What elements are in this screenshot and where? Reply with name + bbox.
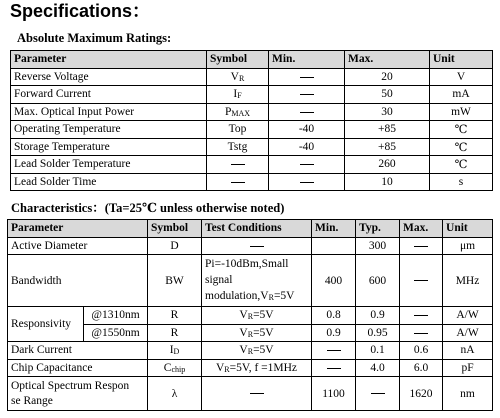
abs-param: Forward Current xyxy=(11,86,207,104)
abs-max: 50 xyxy=(345,86,430,104)
bandwidth-typ: 600 xyxy=(356,255,400,307)
abs-unit: s xyxy=(430,173,493,191)
char-header-max: Max. xyxy=(400,220,443,238)
dash-icon xyxy=(327,368,341,369)
abs-header-max: Max. xyxy=(345,51,430,69)
sym-main: V xyxy=(230,70,239,83)
char-row-optical-spectrum xyxy=(8,377,493,411)
chip-capacitance-param: Chip Capacitance xyxy=(8,359,148,377)
active-diameter-min xyxy=(312,237,356,255)
abs-param: Storage Temperature xyxy=(11,138,207,156)
optical-spectrum-max: 1620 xyxy=(400,377,443,411)
responsivity-conditions-1550 xyxy=(202,324,312,342)
abs-row xyxy=(11,103,493,121)
abs-unit: mW xyxy=(430,103,493,121)
sym-main: I xyxy=(233,88,238,101)
characteristics-heading: Characteristics：(Ta=25℃ unless otherwise noted) xyxy=(11,201,285,215)
dark-current-min xyxy=(312,342,356,360)
sym-main: C xyxy=(163,361,172,374)
optical-spectrum-min: 1100 xyxy=(312,377,356,411)
dash-icon xyxy=(327,350,341,351)
abs-min xyxy=(269,86,345,104)
abs-min xyxy=(269,156,345,174)
chip-capacitance-typ: 4.0 xyxy=(356,359,400,377)
responsivity-typ-1310: 0.9 xyxy=(356,307,400,325)
cond-sub: R xyxy=(247,329,254,339)
dash-icon xyxy=(231,164,245,165)
active-diameter-conditions xyxy=(202,237,312,255)
sym-sub: D xyxy=(173,347,180,357)
dark-current-unit: nA xyxy=(443,342,493,360)
page-title: Specifications： xyxy=(10,1,151,21)
char-header-typ: Typ. xyxy=(356,220,400,238)
cond-a: V xyxy=(239,326,248,339)
abs-max: +85 xyxy=(345,121,430,139)
char-header-parameter: Parameter xyxy=(8,220,148,238)
responsivity-wl-1550: @1550nm xyxy=(84,324,148,342)
sym-sub: chip xyxy=(171,364,186,374)
dash-icon xyxy=(414,315,428,316)
chip-capacitance-unit: pF xyxy=(443,359,493,377)
abs-row xyxy=(11,68,493,86)
dash-icon xyxy=(250,393,264,394)
char-header-symbol: Symbol xyxy=(148,220,202,238)
chip-capacitance-max: 6.0 xyxy=(400,359,443,377)
sym-sub: R xyxy=(238,73,245,83)
char-row-chip-capacitance xyxy=(8,359,493,377)
abs-param: Operating Temperature xyxy=(11,121,207,139)
abs-min: -40 xyxy=(269,138,345,156)
abs-symbol xyxy=(207,86,269,104)
sym-main: Tstg xyxy=(227,140,248,153)
active-diameter-max xyxy=(400,237,443,255)
abs-row xyxy=(11,156,493,174)
dash-icon xyxy=(414,246,428,247)
optical-spectrum-param-line1: Optical Spectrum Respon xyxy=(11,379,130,392)
responsivity-max-1550 xyxy=(400,324,443,342)
char-row-responsivity-1310 xyxy=(8,307,493,325)
cond-b: =5V xyxy=(253,309,274,322)
dash-icon xyxy=(371,393,385,394)
abs-symbol xyxy=(207,138,269,156)
abs-param: Reverse Voltage xyxy=(11,68,207,86)
dash-icon xyxy=(300,112,314,113)
char-header-min: Min. xyxy=(312,220,356,238)
char-row-bandwidth xyxy=(8,255,493,307)
responsivity-wl-1310: @1310nm xyxy=(84,307,148,325)
abs-unit: V xyxy=(430,68,493,86)
responsivity-conditions-1310 xyxy=(202,307,312,325)
active-diameter-unit: μm xyxy=(443,237,493,255)
char-header-unit: Unit xyxy=(443,220,493,238)
bandwidth-conditions xyxy=(202,255,312,307)
bandwidth-cond-sub: R xyxy=(268,292,274,302)
active-diameter-symbol: D xyxy=(148,237,202,255)
abs-header-unit: Unit xyxy=(430,51,493,69)
abs-unit: ℃ xyxy=(430,156,493,174)
dash-icon xyxy=(250,246,264,247)
chip-capacitance-conditions xyxy=(202,359,312,377)
dash-icon xyxy=(300,94,314,95)
abs-param: Max. Optical Input Power xyxy=(11,103,207,121)
sym-main: Top xyxy=(228,123,247,136)
abs-param: Lead Solder Time xyxy=(11,173,207,191)
abs-row xyxy=(11,121,493,139)
char-row-active-diameter xyxy=(8,237,493,255)
responsivity-symbol-1310: R xyxy=(148,307,202,325)
abs-max: 260 xyxy=(345,156,430,174)
responsivity-min-1310: 0.8 xyxy=(312,307,356,325)
dash-icon xyxy=(300,77,314,78)
responsivity-max-1310 xyxy=(400,307,443,325)
sym-main: P xyxy=(224,105,232,118)
dash-icon xyxy=(300,164,314,165)
bandwidth-max xyxy=(400,255,443,307)
abs-max: 10 xyxy=(345,173,430,191)
dark-current-max: 0.6 xyxy=(400,342,443,360)
responsivity-symbol-1550: R xyxy=(148,324,202,342)
abs-unit: ℃ xyxy=(430,138,493,156)
optical-spectrum-typ xyxy=(356,377,400,411)
dark-current-typ: 0.1 xyxy=(356,342,400,360)
bandwidth-min: 400 xyxy=(312,255,356,307)
bandwidth-param: Bandwidth xyxy=(8,255,148,307)
abs-param: Lead Solder Temperature xyxy=(11,156,207,174)
abs-symbol xyxy=(207,103,269,121)
bandwidth-symbol: BW xyxy=(148,255,202,307)
abs-symbol xyxy=(207,68,269,86)
chip-capacitance-min xyxy=(312,359,356,377)
abs-max: +85 xyxy=(345,138,430,156)
bandwidth-cond-line3 xyxy=(205,288,308,306)
bandwidth-cond-line1: Pi=-10dBm,Small xyxy=(205,257,289,270)
optical-spectrum-param xyxy=(8,377,148,411)
active-diameter-typ: 300 xyxy=(356,237,400,255)
abs-header-row xyxy=(11,51,493,69)
abs-row xyxy=(11,173,493,191)
abs-header-min: Min. xyxy=(269,51,345,69)
responsivity-unit-1310: A/W xyxy=(443,307,493,325)
abs-row xyxy=(11,86,493,104)
abs-header-parameter: Parameter xyxy=(11,51,207,69)
optical-spectrum-param-line2: se Range xyxy=(11,394,53,407)
dash-icon xyxy=(414,280,428,281)
cond-sub: R xyxy=(224,364,230,374)
abs-min xyxy=(269,103,345,121)
abs-unit: ℃ xyxy=(430,121,493,139)
abs-header-symbol: Symbol xyxy=(207,51,269,69)
cond-a: V xyxy=(239,309,248,322)
abs-symbol xyxy=(207,173,269,191)
cond-sub: R xyxy=(247,312,254,322)
abs-max-table xyxy=(10,50,493,191)
cond-b: =5V xyxy=(253,344,274,357)
cond-sub: R xyxy=(247,347,254,357)
active-diameter-param: Active Diameter xyxy=(8,237,148,255)
abs-max-heading: Absolute Maximum Ratings: xyxy=(17,31,172,45)
responsivity-min-1550: 0.9 xyxy=(312,324,356,342)
cond-a: V xyxy=(215,361,225,374)
sym-sub: F xyxy=(237,91,242,101)
char-row-dark-current xyxy=(8,342,493,360)
dash-icon xyxy=(231,182,245,183)
chip-capacitance-symbol xyxy=(148,359,202,377)
bandwidth-cond-line2: signal xyxy=(205,273,233,286)
sym-sub: MAX xyxy=(231,108,251,118)
bandwidth-cond-line3a: modulation,V xyxy=(205,289,269,302)
cond-b: =5V xyxy=(253,326,274,339)
abs-min: -40 xyxy=(269,121,345,139)
cond-a: V xyxy=(239,344,248,357)
responsivity-param: Responsivity xyxy=(8,307,84,342)
dark-current-conditions xyxy=(202,342,312,360)
dark-current-symbol xyxy=(148,342,202,360)
optical-spectrum-symbol: λ xyxy=(148,377,202,411)
responsivity-unit-1550: A/W xyxy=(443,324,493,342)
bandwidth-unit: MHz xyxy=(443,255,493,307)
char-header-test-conditions: Test Conditions xyxy=(202,220,312,238)
optical-spectrum-unit: nm xyxy=(443,377,493,411)
abs-symbol xyxy=(207,156,269,174)
abs-symbol xyxy=(207,121,269,139)
responsivity-typ-1550: 0.95 xyxy=(356,324,400,342)
abs-unit: mA xyxy=(430,86,493,104)
sym-main: I xyxy=(169,344,174,357)
dark-current-param: Dark Current xyxy=(8,342,148,360)
dash-icon xyxy=(414,333,428,334)
abs-row xyxy=(11,138,493,156)
dash-icon xyxy=(300,182,314,183)
abs-max: 30 xyxy=(345,103,430,121)
abs-max: 20 xyxy=(345,68,430,86)
bandwidth-cond-line3b: =5V xyxy=(273,289,295,302)
cond-b: =5V, f =1MHz xyxy=(229,361,298,374)
characteristics-table xyxy=(7,219,493,411)
abs-min xyxy=(269,68,345,86)
abs-min xyxy=(269,173,345,191)
optical-spectrum-conditions xyxy=(202,377,312,411)
char-header-row xyxy=(8,220,493,238)
